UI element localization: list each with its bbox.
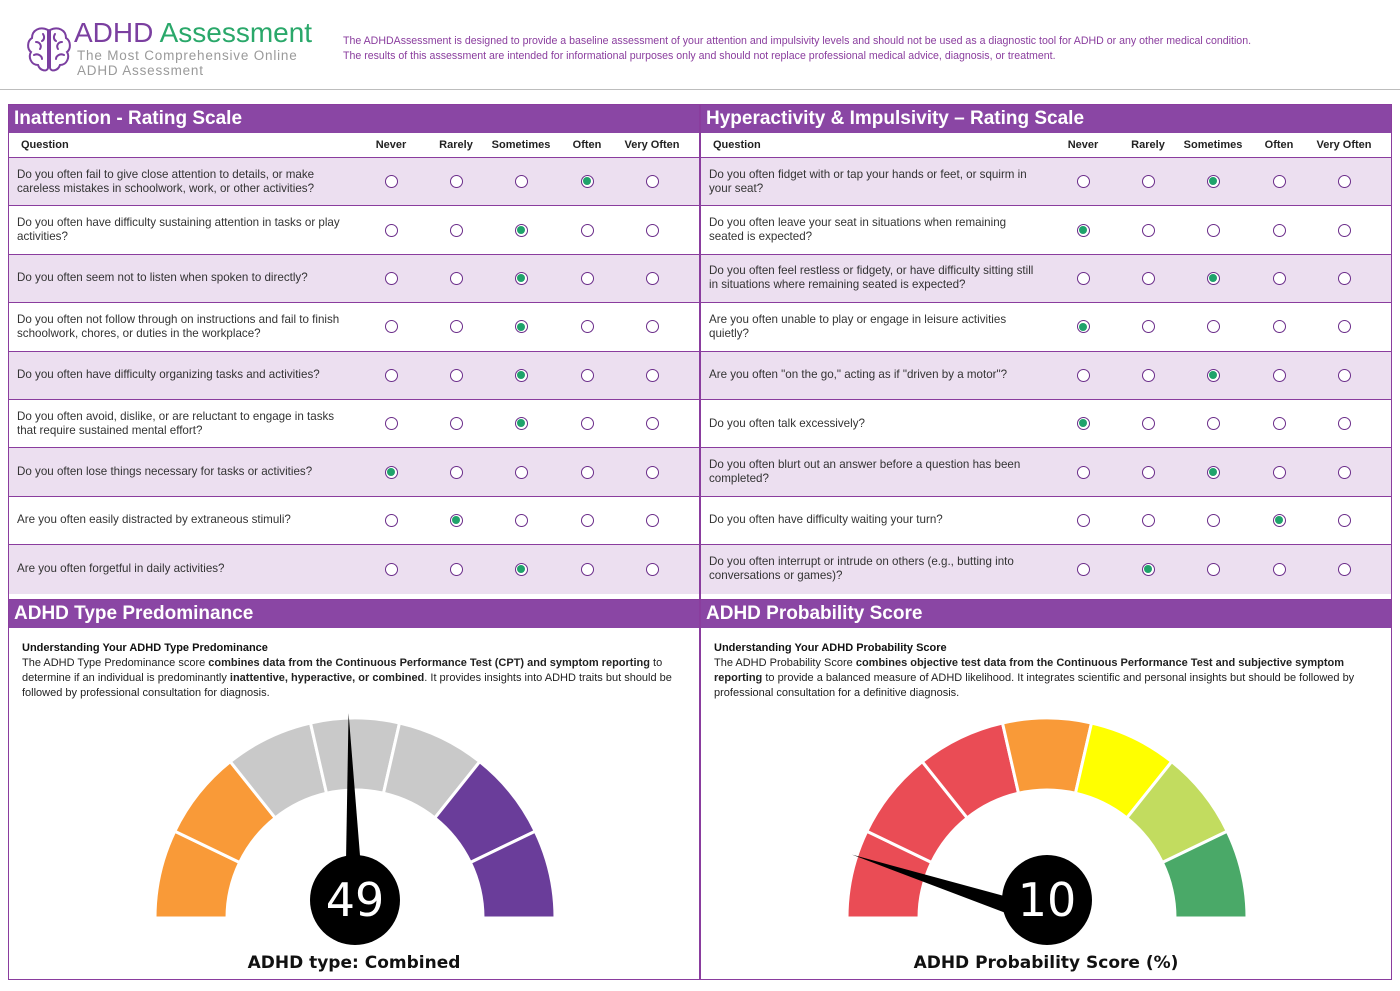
radio-sometimes[interactable] [515, 466, 528, 479]
type-predominance-label: ADHD type: Combined [247, 953, 461, 973]
brain-icon [26, 24, 72, 76]
radio-very-often[interactable] [1338, 369, 1351, 382]
radio-sometimes[interactable] [1207, 272, 1220, 285]
radio-rarely[interactable] [450, 514, 463, 527]
radio-never[interactable] [385, 417, 398, 430]
site-logo-title [74, 18, 312, 48]
radio-sometimes[interactable] [1207, 369, 1220, 382]
radio-sometimes[interactable] [515, 224, 528, 237]
radio-often[interactable] [1273, 224, 1286, 237]
question-row [701, 545, 1391, 593]
radio-often[interactable] [1273, 369, 1286, 382]
logo-title-assessment: Assessment [153, 17, 313, 48]
probability-score-gauge [701, 628, 1393, 976]
radio-often[interactable] [1273, 466, 1286, 479]
type-predominance-gauge [9, 628, 701, 976]
question-text: Do you often seem not to listen when spoken to directly? [17, 271, 308, 285]
question-row [9, 448, 699, 496]
radio-rarely[interactable] [1142, 466, 1155, 479]
radio-often[interactable] [1273, 320, 1286, 333]
radio-very-often[interactable] [1338, 563, 1351, 576]
radio-never[interactable] [1077, 272, 1090, 285]
type-predominance-description: The ADHD Type Predominance score combines data from the Continuous Performance Test (CPT) and symptom reporting to determine if an individual is predominantly inattentive, hyperactive, or combined. It provides insights into ADHD traits but should be followed by professional consultation for diagnosis. [22, 657, 672, 699]
column-never: Never [375, 139, 407, 151]
radio-very-often[interactable] [1338, 320, 1351, 333]
radio-often[interactable] [1273, 272, 1286, 285]
radio-very-often[interactable] [1338, 224, 1351, 237]
radio-rarely[interactable] [1142, 514, 1155, 527]
gauge-value: 10 [1017, 873, 1077, 927]
radio-often[interactable] [1273, 563, 1286, 576]
column-often: Often [572, 139, 602, 151]
radio-rarely[interactable] [450, 563, 463, 576]
question-text: Do you often not follow through on instructions and fail to finish schoolwork, chores, or duties in the workplace? [17, 312, 340, 340]
disclaimer-line-2: The results of this assessment are intended for informational purposes only and should not replace professional medical advice, diagnosis, or treatment. [343, 50, 1056, 62]
radio-often[interactable] [581, 563, 594, 576]
question-text: Do you often leave your seat in situations when remaining seated is expected? [709, 216, 1007, 244]
inattention-panel [8, 104, 700, 600]
radio-sometimes[interactable] [515, 563, 528, 576]
type-predominance-panel [8, 599, 700, 980]
radio-very-often[interactable] [646, 224, 659, 237]
radio-never[interactable] [385, 466, 398, 479]
radio-never[interactable] [385, 514, 398, 527]
radio-often[interactable] [1273, 417, 1286, 430]
question-row [701, 206, 1391, 254]
radio-often[interactable] [581, 417, 594, 430]
radio-sometimes[interactable] [515, 272, 528, 285]
radio-very-often[interactable] [646, 175, 659, 188]
question-row [701, 352, 1391, 400]
question-row [9, 497, 699, 545]
radio-very-often[interactable] [646, 320, 659, 333]
radio-often[interactable] [581, 466, 594, 479]
radio-very-often[interactable] [1338, 417, 1351, 430]
disclaimer-line-1: The ADHDAssessment is designed to provide a baseline assessment of your attention and impulsivity levels and should not be used as a diagnostic tool for ADHD or any other medical condition. [343, 35, 1252, 47]
radio-very-often[interactable] [646, 514, 659, 527]
radio-never[interactable] [1077, 466, 1090, 479]
column-very-often: Very Often [624, 139, 680, 151]
question-text: Do you often have difficulty sustaining attention in tasks or play activities? [17, 216, 340, 244]
gauge-value: 49 [325, 873, 385, 927]
radio-sometimes[interactable] [515, 514, 528, 527]
radio-never[interactable] [1077, 563, 1090, 576]
probability-score-title: ADHD Probability Score [701, 600, 1391, 628]
radio-never[interactable] [385, 369, 398, 382]
radio-rarely[interactable] [450, 417, 463, 430]
question-row [9, 400, 699, 448]
radio-very-often[interactable] [1338, 466, 1351, 479]
radio-never[interactable] [385, 320, 398, 333]
question-text: Are you often unable to play or engage in leisure activities quietly? [709, 312, 1007, 340]
question-row [701, 400, 1391, 448]
radio-rarely[interactable] [450, 369, 463, 382]
question-text: Do you often have difficulty waiting your turn? [709, 513, 943, 527]
radio-rarely[interactable] [1142, 320, 1155, 333]
radio-very-often[interactable] [1338, 175, 1351, 188]
radio-often[interactable] [581, 272, 594, 285]
type-predominance-title: ADHD Type Predominance [9, 600, 699, 628]
radio-never[interactable] [1077, 224, 1090, 237]
question-text: Do you often avoid, dislike, or are reluctant to engage in tasks that require sustained mental effort? [17, 409, 335, 437]
radio-sometimes[interactable] [1207, 466, 1220, 479]
disclaimer [343, 34, 1383, 64]
inattention-rows [9, 158, 699, 594]
question-row [701, 497, 1391, 545]
radio-rarely[interactable] [450, 320, 463, 333]
radio-rarely[interactable] [1142, 417, 1155, 430]
question-row [701, 158, 1391, 206]
radio-rarely[interactable] [450, 466, 463, 479]
radio-sometimes[interactable] [1207, 320, 1220, 333]
column-sometimes: Sometimes [491, 139, 551, 151]
column-rarely: Rarely [1131, 139, 1165, 151]
logo-title-adhd: ADHD [74, 17, 154, 48]
question-row [701, 303, 1391, 351]
question-text: Are you often "on the go," acting as if "driven by a motor"? [709, 368, 1008, 382]
radio-rarely[interactable] [450, 175, 463, 188]
radio-often[interactable] [1273, 514, 1286, 527]
question-text: Do you often fail to give close attention to details, or make careless mistakes in schoolwork, work, or other activities? [17, 167, 315, 195]
radio-never[interactable] [385, 563, 398, 576]
radio-often[interactable] [581, 369, 594, 382]
hyperactivity-panel [700, 104, 1392, 600]
probability-score-panel [700, 599, 1392, 980]
hyperactivity-column-header [701, 133, 1391, 158]
question-text: Do you often have difficulty organizing tasks and activities? [17, 368, 320, 382]
column-sometimes: Sometimes [1183, 139, 1243, 151]
radio-rarely[interactable] [450, 272, 463, 285]
radio-never[interactable] [385, 272, 398, 285]
radio-very-often[interactable] [646, 466, 659, 479]
radio-often[interactable] [581, 175, 594, 188]
radio-very-often[interactable] [1338, 272, 1351, 285]
question-text: Do you often fidget with or tap your hands or feet, or squirm in your seat? [709, 167, 1027, 195]
radio-sometimes[interactable] [515, 369, 528, 382]
radio-sometimes[interactable] [1207, 175, 1220, 188]
radio-very-often[interactable] [646, 563, 659, 576]
question-text: Are you often forgetful in daily activities? [17, 562, 225, 576]
question-row [9, 303, 699, 351]
radio-rarely[interactable] [1142, 563, 1155, 576]
radio-rarely[interactable] [1142, 224, 1155, 237]
radio-very-often[interactable] [646, 272, 659, 285]
radio-sometimes[interactable] [1207, 563, 1220, 576]
radio-sometimes[interactable] [1207, 514, 1220, 527]
question-text: Do you often interrupt or intrude on others (e.g., butting into conversations or games)? [709, 555, 1014, 583]
probability-score-subtitle: Understanding Your ADHD Probability Score [714, 642, 947, 654]
probability-score-label: ADHD Probability Score (%) [913, 953, 1179, 973]
question-text: Are you often easily distracted by extraneous stimuli? [17, 513, 291, 527]
radio-never[interactable] [385, 175, 398, 188]
probability-score-description: The ADHD Probability Score combines objective test data from the Continuous Performance Test and subjective symptom reporting to provide a balanced measure of ADHD likelihood. It integrates scientific and personal insights but should be followed by professional consultation for a definitive diagnosis. [714, 657, 1355, 699]
radio-often[interactable] [581, 514, 594, 527]
inattention-column-header [9, 133, 699, 158]
radio-rarely[interactable] [1142, 369, 1155, 382]
column-very-often: Very Often [1316, 139, 1372, 151]
radio-very-often[interactable] [646, 417, 659, 430]
radio-sometimes[interactable] [1207, 417, 1220, 430]
radio-sometimes[interactable] [1207, 224, 1220, 237]
question-text: Do you often lose things necessary for tasks or activities? [17, 465, 313, 479]
question-row [9, 545, 699, 593]
hyperactivity-rows [701, 158, 1391, 594]
column-question: Question [21, 139, 69, 151]
radio-often[interactable] [581, 320, 594, 333]
radio-rarely[interactable] [1142, 272, 1155, 285]
radio-sometimes[interactable] [515, 175, 528, 188]
radio-never[interactable] [1077, 369, 1090, 382]
question-row [701, 255, 1391, 303]
question-row [701, 448, 1391, 496]
question-text: Do you often blurt out an answer before a question has been completed? [709, 458, 1021, 486]
radio-often[interactable] [581, 224, 594, 237]
site-subtitle: The Most Comprehensive Online ADHD Assessment [77, 48, 298, 78]
question-text: Do you often talk excessively? [709, 416, 865, 430]
radio-often[interactable] [1273, 175, 1286, 188]
radio-never[interactable] [1077, 320, 1090, 333]
radio-never[interactable] [385, 224, 398, 237]
page-header [0, 0, 1400, 90]
type-predominance-subtitle: Understanding Your ADHD Type Predominance [22, 642, 268, 654]
question-row [9, 206, 699, 254]
radio-never[interactable] [1077, 514, 1090, 527]
column-question: Question [713, 139, 761, 151]
column-often: Often [1264, 139, 1294, 151]
radio-very-often[interactable] [646, 369, 659, 382]
radio-never[interactable] [1077, 175, 1090, 188]
question-row [9, 158, 699, 206]
inattention-title: Inattention - Rating Scale [9, 105, 699, 133]
radio-very-often[interactable] [1338, 514, 1351, 527]
radio-rarely[interactable] [450, 224, 463, 237]
hyperactivity-title: Hyperactivity & Impulsivity – Rating Scale [701, 105, 1391, 133]
radio-never[interactable] [1077, 417, 1090, 430]
question-row [9, 352, 699, 400]
radio-rarely[interactable] [1142, 175, 1155, 188]
column-never: Never [1067, 139, 1099, 151]
radio-sometimes[interactable] [515, 417, 528, 430]
question-text: Do you often feel restless or fidgety, or have difficulty sitting still in situations where remaining seated is expected? [709, 264, 1034, 292]
column-rarely: Rarely [439, 139, 473, 151]
question-row [9, 255, 699, 303]
radio-sometimes[interactable] [515, 320, 528, 333]
